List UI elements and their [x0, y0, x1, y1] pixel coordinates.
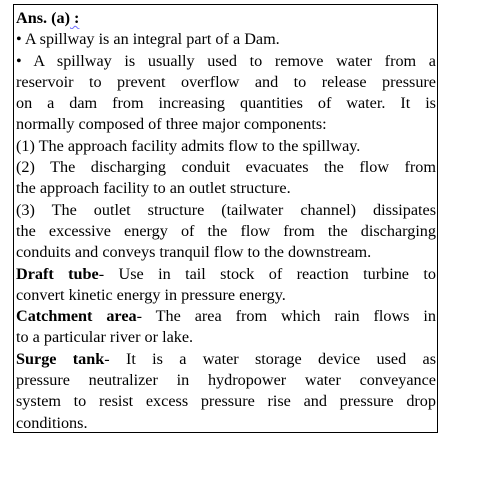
answer-label-colon: :	[69, 9, 80, 27]
surge-tank-definition-line-2: pressure neutralizer in hydropower water conveyance	[16, 371, 436, 390]
component-2-line-1: (2) The discharging conduit evacuates the flow from	[16, 158, 436, 177]
answer-box	[13, 4, 438, 433]
catchment-area-def-1: - The area from which rain flows in	[136, 307, 436, 326]
spillway-bullet-2-line-3: on a dam from increasing quantities of water. It is	[16, 94, 436, 113]
draft-tube-term: Draft tube	[16, 264, 99, 283]
surge-tank-def-1: - It is a water storage device used as	[104, 349, 436, 368]
catchment-area-definition-line-1	[16, 306, 436, 327]
catchment-area-term: Catchment area	[16, 307, 137, 326]
draft-tube-def-1: - Use in tail stock of reaction turbine to	[98, 264, 436, 283]
answer-heading	[16, 8, 436, 29]
surge-tank-definition-line-1	[16, 349, 436, 370]
surge-tank-term: Surge tank	[16, 349, 105, 368]
draft-tube-definition-line-1	[16, 264, 436, 285]
component-3-line-1: (3) The outlet structure (tailwater channel) dissipates	[16, 200, 436, 219]
spillway-bullet-1: • A spillway is an integral part of a Dam.	[16, 30, 280, 49]
spillway-bullet-2-line-4: normally composed of three major components:	[16, 115, 327, 134]
spillway-bullet-2-line-1: • A spillway is usually used to remove water from a	[16, 51, 436, 70]
catchment-area-definition-line-2: to a particular river or lake.	[16, 328, 194, 347]
surge-tank-definition-line-4: conditions.	[16, 413, 88, 432]
component-3-line-2: the excessive energy of the flow from the discharging	[16, 221, 436, 240]
component-2-line-2: the approach facility to an outlet structure.	[16, 179, 291, 198]
answer-label: Ans. (a)	[16, 9, 70, 27]
surge-tank-definition-line-3: system to resist excess pressure rise and pressure drop	[16, 392, 436, 411]
component-1: (1) The approach facility admits flow to the spillway.	[16, 136, 361, 155]
component-3-line-3: conduits and conveys tranquil flow to the downstream.	[16, 243, 372, 262]
draft-tube-definition-line-2: convert kinetic energy in pressure energy.	[16, 285, 286, 304]
spillway-bullet-2-line-2: reservoir to prevent overflow and to release pressure	[16, 72, 436, 91]
